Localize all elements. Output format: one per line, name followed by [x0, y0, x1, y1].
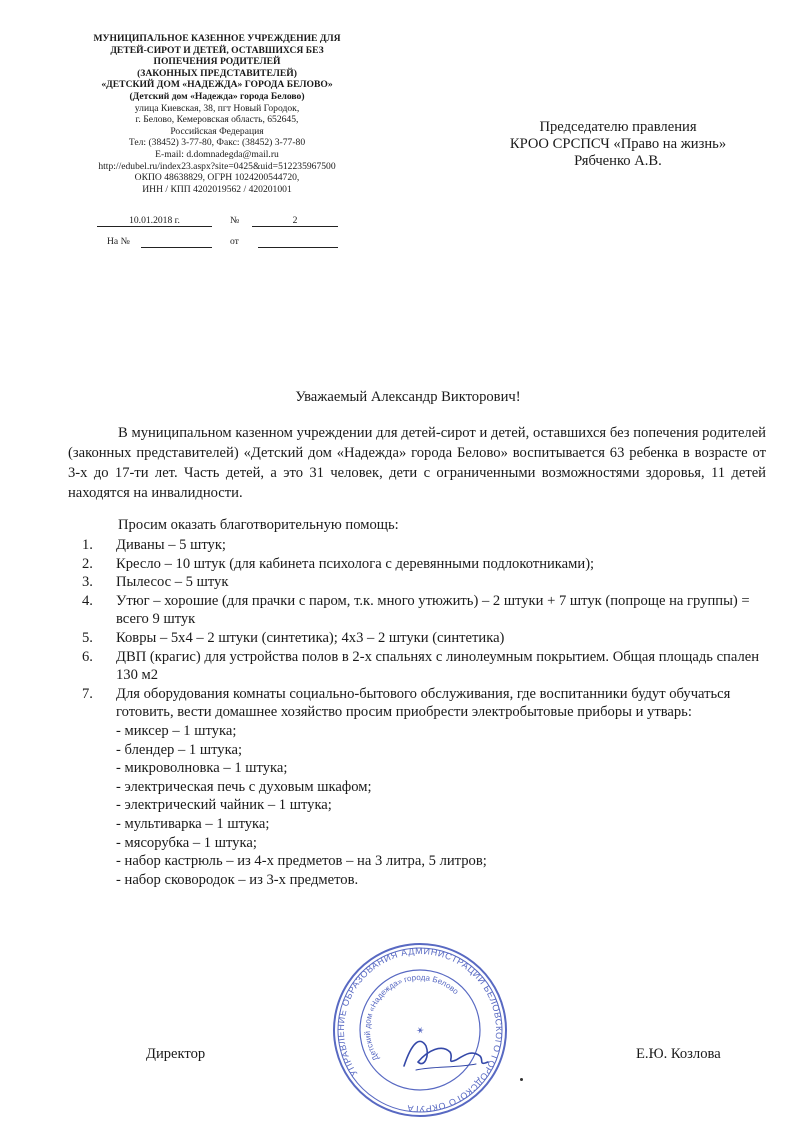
addressee — [488, 119, 748, 170]
list-number: 6. — [82, 648, 93, 665]
address-line-3: Российская Федерация — [170, 125, 264, 137]
stamp-outer-text: УПРАВЛЕНИЕ ОБРАЗОВАНИЯ АДМИНИСТРАЦИИ БЕЛОВСКОГО ГОРОДСКОГО ОКРУГА — [335, 945, 505, 1115]
request-list — [82, 536, 766, 889]
outgoing-date: 10.01.2018 г. — [97, 215, 212, 227]
appliance-item: - мясорубка – 1 штука; — [116, 834, 257, 851]
reply-label: На № — [107, 236, 130, 247]
list-item — [82, 592, 766, 629]
appliance-item: - набор сковородок – из 3-х предметов. — [116, 871, 359, 888]
list-item-text: Ковры – 5х4 – 2 штуки (синтетика); 4х3 – 2 штуки (синтетика) — [116, 629, 505, 646]
org-name-line-1: МУНИЦИПАЛЬНОЕ КАЗЕННОЕ УЧРЕЖДЕНИЕ ДЛЯ — [93, 33, 341, 44]
inn-kpp: ИНН / КПП 4202019562 / 420201001 — [142, 183, 292, 195]
list-item — [82, 555, 766, 574]
list-item — [82, 536, 766, 555]
email: E-mail: d.domnadegda@mail.ru — [155, 148, 279, 160]
appliance-item: - электрическая печь с духовым шкафом; — [116, 778, 372, 795]
letterhead — [72, 33, 362, 195]
org-name-line-4: (ЗАКОННЫХ ПРЕДСТАВИТЕЛЕЙ) — [137, 67, 297, 79]
website-url: http://edubel.ru/index23.aspx?site=0425&uid=512235967500 — [98, 160, 336, 172]
list-item — [82, 573, 766, 592]
org-name-line-5: «ДЕТСКИЙ ДОМ «НАДЕЖДА» ГОРОДА БЕЛОВО» — [101, 79, 333, 91]
okpo-ogrn: ОКПО 48638829, ОГРН 1024200544720, — [134, 172, 300, 184]
outgoing-number: 2 — [252, 215, 338, 227]
address-line-2: г. Белово, Кемеровская область, 652645, — [135, 114, 299, 126]
addressee-line-2: КРОО СРСПСЧ «Право на жизнь» — [509, 136, 727, 152]
list-number: 3. — [82, 574, 93, 591]
list-item — [82, 629, 766, 648]
request-line: Просим оказать благотворительную помощь: — [118, 517, 399, 533]
reply-number-field — [141, 236, 212, 248]
list-item-text: Утюг – хорошие (для прачки с паром, т.к. много утюжить) – 2 штуки + 7 штук (попроще на группы) = всего 9 штук — [116, 592, 750, 628]
list-number: 5. — [82, 629, 93, 646]
org-short-name: (Детский дом «Надежда» города Белово) — [129, 90, 305, 102]
scan-artifact — [520, 1078, 523, 1081]
list-item — [82, 685, 766, 890]
addressee-line-3: Рябченко А.В. — [574, 153, 662, 169]
list-item — [82, 648, 766, 685]
signatory-name: Е.Ю. Козлова — [636, 1046, 721, 1062]
org-name-line-2: ДЕТЕЙ-СИРОТ И ДЕТЕЙ, ОСТАВШИХСЯ БЕЗ — [110, 44, 324, 56]
list-number: 7. — [82, 685, 93, 702]
list-number: 4. — [82, 592, 93, 609]
signatory-title: Директор — [146, 1046, 206, 1062]
appliance-item: - мультиварка – 1 штука; — [116, 815, 270, 832]
intro-paragraph: В муниципальном казенном учреждении для детей-сирот и детей, оставшихся без попечения родителей (законных представителей) «Детский дом «Надежда» города Белово» воспитывается 63 ребенка в возрасте от 3-х до 17-ти лет. Часть детей, а это 31 человек, дети с ограниченными возможностями здоровья, 11 детей находятся на инвалидности. — [68, 425, 766, 501]
reply-date-field — [258, 236, 338, 248]
appliance-item: - блендер – 1 штука; — [116, 741, 242, 758]
appliance-item: - электрический чайник – 1 штука; — [116, 797, 332, 814]
list-number: 2. — [82, 555, 93, 572]
list-item-text: Пылесос – 5 штук — [116, 574, 229, 591]
appliance-item: - набор кастрюль – из 4-х предметов – на 3 литра, 5 литров; — [116, 853, 487, 870]
number-label: № — [230, 215, 240, 226]
salutation: Уважаемый Александр Викторович! — [295, 389, 521, 405]
signature-icon — [398, 1022, 494, 1082]
svg-text:✶: ✶ — [414, 1024, 428, 1039]
from-label: от — [230, 236, 239, 247]
list-item-text: Для оборудования комнаты социально-бытового обслуживания, где воспитанники будут обучаться готовить, вести домашнее хозяйство просим приобрести электробытовые приборы и утварь: — [116, 685, 731, 721]
letter-body — [68, 423, 766, 503]
list-item-text: ДВП (крагис) для устройства полов в 2-х спальнях с линолеумным покрытием. Общая площадь спален 130 м2 — [116, 648, 760, 684]
list-item-text: Кресло – 10 штук (для кабинета психолога с деревянными подлокотниками); — [116, 555, 595, 572]
list-item-text: Диваны – 5 штук; — [116, 537, 226, 553]
address-line-1: улица Киевская, 38, пгт Новый Городок, — [134, 102, 300, 114]
addressee-line-1: Председателю правления — [539, 119, 697, 135]
stamp-inner-text: Детский дом «Надежда» города Белово — [362, 972, 461, 1063]
phone-fax: Тел: (38452) 3-77-80, Факс: (38452) 3-77-80 — [128, 137, 306, 149]
appliance-item: - микроволновка – 1 штука; — [116, 760, 288, 777]
appliance-item: - миксер – 1 штука; — [116, 722, 237, 739]
list-number: 1. — [82, 537, 93, 553]
org-name-line-3: ПОПЕЧЕНИЯ РОДИТЕЛЕЙ — [153, 56, 281, 68]
